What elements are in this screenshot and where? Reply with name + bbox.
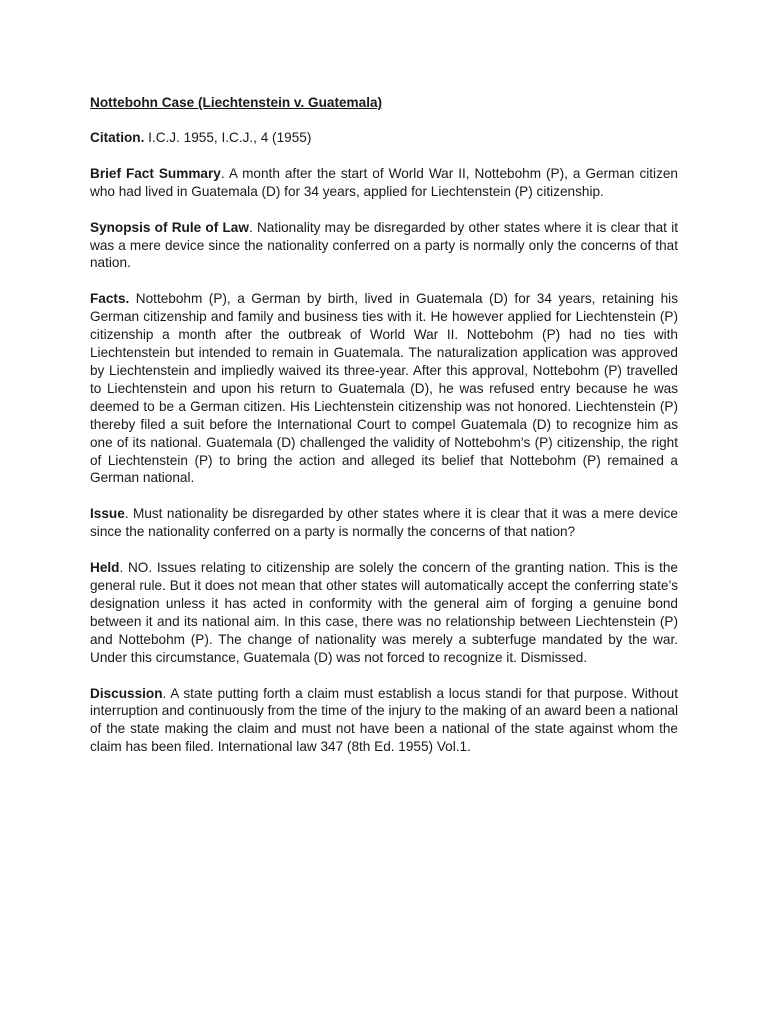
synopsis-paragraph: [90, 219, 678, 273]
document-title: Nottebohn Case (Liechtenstein v. Guatemala): [90, 95, 383, 110]
issue-text: . Must nationality be disregarded by other states where it is clear that it was a mere device since the nationality conferred on a party is normally the concerns of that nation?: [90, 506, 678, 540]
held-text: . NO. Issues relating to citizenship are solely the concern of the granting nation. This is the general rule. But it does not mean that other states will automatically accept the conferring state’s designation unless it has acted in conformity with the general aim of forging a genuine bond between it and its national aim. In this case, there was no relationship between Liechtenstein (P) and Nottebohm (P). The change of nationality was merely a subterfuge mandated by the war. Under this circumstance, Guatemala (D) was not forced to recognize it. Dismissed.: [90, 560, 678, 665]
facts-paragraph: [90, 290, 678, 487]
discussion-text: . A state putting forth a claim must establish a locus standi for that purpose. Without interruption and continuously from the time of the injury to the making of an award been a national of the state making the claim and must not have been a national of the state against whom the claim has been filed. International law 347 (8th Ed. 1955) Vol.1.: [90, 685, 678, 755]
synopsis-text: . Nationality may be disregarded by other states where it is clear that it was a mere device since the nationality conferred on a party is normally only the concerns of that nation.: [90, 219, 678, 271]
issue-label: Issue: [90, 506, 125, 522]
facts-text: Nottebohm (P), a German by birth, lived in Guatemala (D) for 34 years, retaining his German citizenship and family and business ties with it. He however applied for Liechtenstein (P) citizenship a month after the outbreak of World War II. Nottebohm (P) had no ties with Liechtenstein but intended to remain in Guatemala. The naturalization application was approved by Liechtenstein and impliedly waived its three-year. After this approval, Nottebohm (P) travelled to Liechtenstein and upon his return to Guatemala (D), he was refused entry because he was deemed to be a German citizen. His Liechtenstein citizenship was not honored. Liechtenstein (P) thereby filed a suit before the International Court to compel Guatemala (D) to recognize him as one of its national. Guatemala (D) challenged the validity of Nottebohm’s (P) citizenship, the right of Liechtenstein (P) to bring the action and alleged its belief that Nottebohm (P) remained a German national.: [90, 291, 678, 486]
citation-label: Citation.: [90, 129, 145, 145]
discussion-paragraph: [90, 685, 678, 757]
citation-paragraph: [90, 129, 678, 147]
discussion-label: Discussion: [90, 685, 163, 701]
brief-fact-summary-paragraph: [90, 165, 678, 201]
held-paragraph: [90, 559, 678, 666]
synopsis-label: Synopsis of Rule of Law: [90, 219, 249, 235]
citation-text: I.C.J. 1955, I.C.J., 4 (1955): [144, 129, 312, 145]
held-label: Held: [90, 560, 120, 576]
facts-label: Facts.: [90, 291, 130, 307]
document-page: [90, 94, 678, 774]
brief-fact-summary-label: Brief Fact Summary: [90, 165, 221, 181]
brief-fact-summary-text: . A month after the start of World War II, Nottebohm (P), a German citizen who had lived in Guatemala (D) for 34 years, applied for Liechtenstein (P) citizenship.: [90, 165, 678, 199]
issue-paragraph: [90, 505, 678, 541]
